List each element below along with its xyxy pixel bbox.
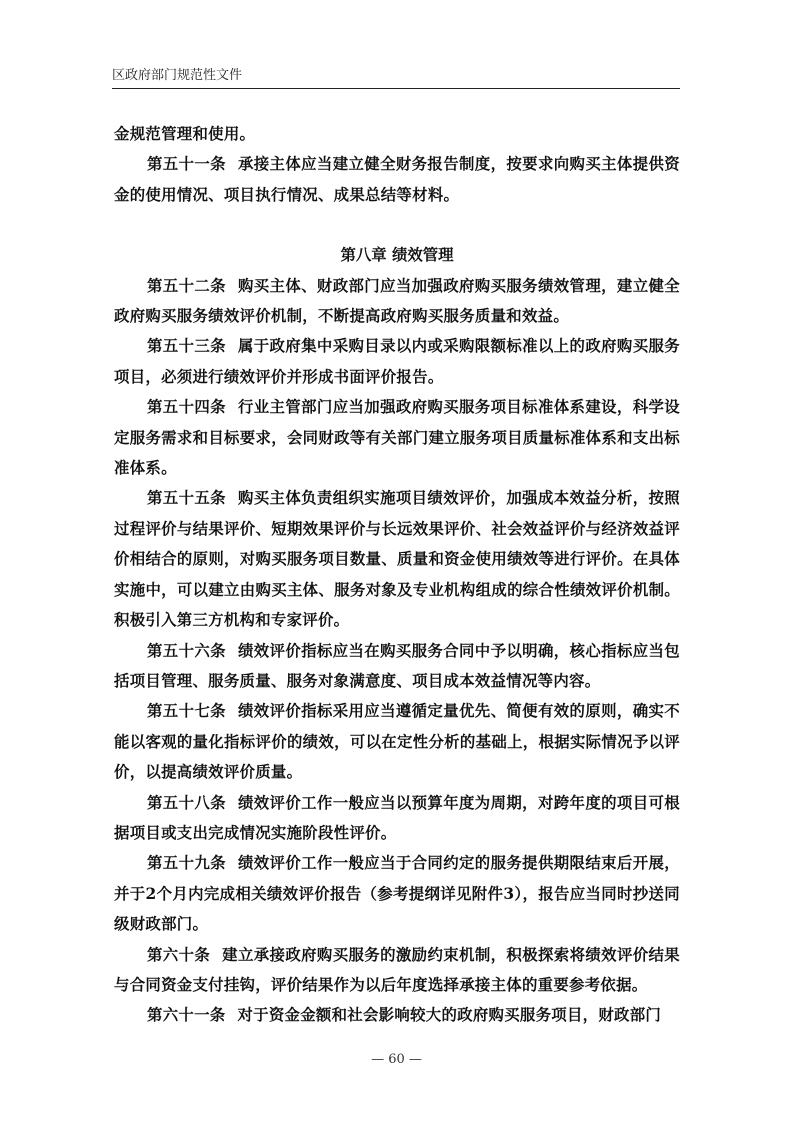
article-59	[114, 848, 680, 939]
article-label: 第五十三条	[147, 337, 226, 356]
article-text: 绩效评价指标应当在购买服务合同中予以明确，核心指标应当包括项目管理、服务质量、服务对象满意度、项目成本效益情况等内容。	[114, 641, 680, 690]
document-header: 区政府部门规范性文件	[112, 68, 243, 83]
article-57	[114, 696, 680, 787]
article-text: 绩效评价工作一般应当于合同约定的服务提供期限结束后开展，并于2个月内完成相关绩效评价报告（参考提纲详见附件3），报告应当同时抄送同级财政部门。	[114, 854, 680, 934]
article-label: 第五十五条	[147, 489, 226, 508]
article-52	[114, 271, 680, 332]
article-60	[114, 940, 680, 1001]
continuation-paragraph: 金规范管理和使用。	[114, 125, 256, 143]
article-text: 对于资金金额和社会影响较大的政府购买服务项目，财政部门	[237, 1006, 662, 1025]
article-53	[114, 331, 680, 392]
article-61	[114, 1000, 680, 1030]
article-label: 第五十四条	[147, 398, 226, 417]
article-text: 购买主体、财政部门应当加强政府购买服务绩效管理，建立健全政府购买服务绩效评价机制，不断提高政府购买服务质量和效益。	[114, 276, 680, 326]
article-text: 属于政府集中采购目录以内或采购限额标准以上的政府购买服务项目，必须进行绩效评价并形成书面评价报告。	[114, 337, 680, 386]
document-body	[114, 119, 680, 1031]
page-number: — 60 —	[371, 1052, 422, 1067]
article-text: 购买主体负责组织实施项目绩效评价，加强成本效益分析，按照过程评价与结果评价、短期效果评价与长远效果评价、社会效益评价与经济效益评价相结合的原则，对购买服务项目数量、质量和资金使用绩效等进行评价。在具体实施中，可以建立由购买主体、服务对象及专业机构组成的综合性绩效评价机制。积极引入第三方机构和专家评价。	[114, 489, 680, 630]
article-56	[114, 636, 680, 697]
article-label: 第五十七条	[147, 702, 226, 721]
article-text: 行业主管部门应当加强政府购买服务项目标准体系建设，科学设定服务需求和目标要求，会同财政等有关部门建立服务项目质量标准体系和支出标准体系。	[114, 398, 680, 478]
article-label: 第五十九条	[147, 854, 226, 873]
article-55	[114, 483, 680, 635]
article-label: 第五十一条	[147, 155, 226, 174]
article-label: 第五十二条	[147, 276, 226, 295]
article-label: 第五十六条	[147, 641, 226, 660]
header-divider	[112, 88, 680, 89]
article-58	[114, 788, 680, 849]
article-label: 第六十一条	[147, 1006, 226, 1025]
chapter-title: 第八章 绩效管理	[340, 246, 454, 265]
article-text: 绩效评价指标采用应当遵循定量优先、简便有效的原则，确实不能以客观的量化指标评价的绩效，可以在定性分析的基础上，根据实际情况予以评价，以提高绩效评价质量。	[114, 702, 680, 782]
article-text: 绩效评价工作一般应当以预算年度为周期，对跨年度的项目可根据项目或支出完成情况实施阶段性评价。	[114, 793, 680, 842]
article-label: 第五十八条	[147, 793, 226, 812]
article-text: 承接主体应当建立健全财务报告制度，按要求向购买主体提供资金的使用情况、项目执行情况、成果总结等材料。	[114, 155, 680, 204]
article-54	[114, 392, 680, 483]
article-label: 第六十条	[147, 945, 211, 964]
article-text: 建立承接政府购买服务的激励约束机制，积极探索将绩效评价结果与合同资金支付挂钩，评价结果作为以后年度选择承接主体的重要参考依据。	[114, 945, 681, 994]
article-51	[114, 149, 680, 210]
